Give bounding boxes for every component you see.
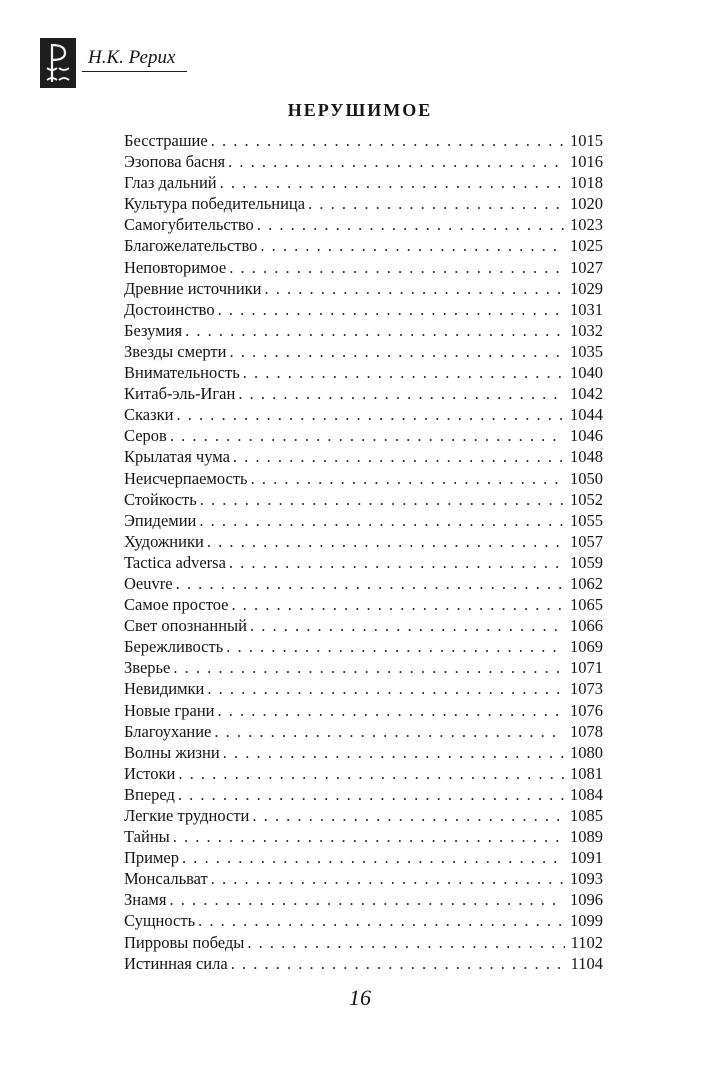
toc-entry-page: 1096: [570, 890, 603, 910]
toc-entry-title: Волны жизни: [124, 742, 220, 762]
dot-leader: [178, 763, 564, 784]
toc-entry-page: 1018: [570, 173, 603, 193]
toc-entry: [124, 130, 603, 151]
dot-leader: [226, 636, 564, 657]
dot-leader: [238, 383, 564, 404]
toc-entry-page: 1042: [570, 384, 603, 404]
dot-leader: [220, 172, 564, 193]
dot-leader: [211, 868, 564, 889]
section-title: НЕРУШИМОЕ: [287, 100, 433, 120]
toc-entry-title: Самогубительство: [124, 215, 254, 235]
dot-leader: [257, 214, 564, 235]
toc-entry-title: Серов: [124, 426, 167, 446]
toc-entry-page: 1065: [570, 595, 603, 615]
toc-entry-title: Безумия: [124, 320, 183, 340]
toc-entry-page: 1099: [570, 911, 603, 931]
dot-leader: [200, 489, 564, 510]
dot-leader: [173, 826, 564, 847]
toc-entry-page: 1093: [570, 869, 603, 889]
toc-entry: [124, 763, 603, 784]
toc-entry-title: Внимательность: [124, 363, 240, 383]
toc-entry-title: Эпидемии: [124, 510, 197, 530]
toc-entry-title: Неисчерпаемость: [124, 468, 248, 488]
toc-entry-title: Эзопова басня: [124, 152, 226, 172]
toc-entry: [124, 489, 603, 510]
toc-entry-title: Tactica adversa: [124, 552, 226, 572]
dot-leader: [207, 678, 564, 699]
toc-entry-page: 1035: [570, 341, 603, 361]
toc-entry: [124, 278, 603, 299]
toc-entry-page: 1102: [570, 932, 603, 952]
toc-entry-page: 1044: [570, 405, 603, 425]
toc-entry-title: Истоки: [124, 763, 176, 783]
toc-entry: [124, 425, 603, 446]
toc-entry: [124, 932, 603, 953]
running-header-author: Н.К. Рерих: [88, 47, 176, 68]
dot-leader: [229, 341, 564, 362]
toc-entry-title: Крылатая чума: [124, 447, 230, 467]
toc-entry-title: Бесстрашие: [124, 131, 208, 150]
dot-leader: [176, 404, 564, 425]
toc-entry-title: Культура победительница: [124, 194, 306, 214]
toc-entry: [124, 341, 603, 362]
dot-leader: [218, 700, 565, 721]
dot-leader: [233, 446, 564, 467]
toc-entry-title: Монсальват: [124, 869, 208, 889]
toc-entry-page: 1062: [570, 573, 603, 593]
toc-entry: [124, 805, 603, 826]
dot-leader: [232, 594, 564, 615]
toc-entry-title: Вперед: [124, 784, 175, 804]
toc-entry-title: Знамя: [124, 890, 167, 910]
toc-entry: [124, 235, 603, 256]
toc-entry-title: Oeuvre: [124, 573, 173, 593]
toc-entry: [124, 257, 603, 278]
toc-entry-page: 1048: [570, 447, 603, 467]
toc-entry: [124, 193, 603, 214]
toc-entry-title: Неповторимое: [124, 257, 227, 277]
toc-entry-page: 1023: [570, 215, 603, 235]
toc-entry-page: 1046: [570, 426, 603, 446]
toc-entry: [124, 594, 603, 615]
dot-leader: [260, 235, 564, 256]
dot-leader: [211, 130, 564, 151]
dot-leader: [250, 615, 564, 636]
dot-leader: [207, 531, 564, 552]
toc-entry-page: 1020: [570, 194, 603, 214]
toc-entry: [124, 826, 603, 847]
dot-leader: [252, 805, 564, 826]
toc-entry-title: Новые грани: [124, 700, 215, 720]
toc-entry-title: Благожелательство: [124, 236, 258, 256]
dot-leader: [228, 151, 564, 172]
toc-entry-title: Благоухание: [124, 721, 212, 741]
toc-entry: [124, 510, 603, 531]
toc-entry: [124, 573, 603, 594]
dot-leader: [199, 510, 564, 531]
toc-entry-title: Китаб-эль-Иган: [124, 384, 236, 404]
toc-entry-title: Художники: [124, 531, 204, 551]
toc-entry-page: 1091: [570, 848, 603, 868]
toc-entry-title: Зверье: [124, 658, 171, 678]
dot-leader: [308, 193, 564, 214]
toc-entry-page: 1104: [570, 953, 603, 973]
toc-entry: [124, 299, 603, 320]
toc-entry-title: Глаз дальний: [124, 173, 217, 193]
toc-entry: [124, 383, 603, 404]
toc-entry: [124, 468, 603, 489]
dot-leader: [185, 320, 564, 341]
publisher-logo-icon: [40, 38, 76, 88]
toc-entry-page: 1027: [570, 257, 603, 277]
dot-leader: [218, 299, 564, 320]
toc-entry: [124, 784, 603, 805]
toc-entry-page: 1057: [570, 531, 603, 551]
toc-entry: [124, 446, 603, 467]
toc-entry: [124, 615, 603, 636]
toc-entry: [124, 721, 603, 742]
dot-leader: [229, 257, 564, 278]
toc-entry: [124, 657, 603, 678]
toc-entry-page: 1052: [570, 489, 603, 509]
toc-entry-page: 1084: [570, 784, 603, 804]
toc-entry-title: Древние источники: [124, 278, 262, 298]
toc-entry-page: 1055: [570, 510, 603, 530]
toc-entry-page: 1015: [570, 131, 603, 150]
dot-leader: [247, 932, 564, 953]
toc-entry-page: 1040: [570, 363, 603, 383]
toc-entry-page: 1032: [570, 320, 603, 340]
toc-entry-page: 1059: [570, 552, 603, 572]
toc-entry: [124, 636, 603, 657]
toc-entry: [124, 404, 603, 425]
toc-entry-page: 1080: [570, 742, 603, 762]
toc-entry-page: 1076: [570, 700, 603, 720]
toc-entry: [124, 700, 603, 721]
page-number: 16: [349, 985, 371, 1010]
toc-entry: [124, 214, 603, 235]
toc-entry: [124, 531, 603, 552]
toc-entry-page: 1050: [570, 468, 603, 488]
toc-entry-page: 1073: [570, 679, 603, 699]
toc-entry-title: Достоинство: [124, 299, 215, 319]
toc-entry-title: Тайны: [124, 827, 170, 847]
toc-entry-title: Невидимки: [124, 679, 205, 699]
toc-entry-page: 1066: [570, 616, 603, 636]
toc-entry: [124, 320, 603, 341]
dot-leader: [178, 784, 564, 805]
dot-leader: [182, 847, 564, 868]
toc-entry: [124, 742, 603, 763]
toc-entry-title: Звезды смерти: [124, 341, 227, 361]
dot-leader: [170, 425, 564, 446]
dot-leader: [231, 953, 565, 974]
dot-leader: [229, 552, 564, 573]
toc-entry: [124, 953, 603, 974]
dot-leader: [176, 573, 564, 594]
toc-entry-title: Пример: [124, 848, 180, 868]
table-of-contents: [124, 130, 603, 974]
dot-leader: [251, 468, 564, 489]
toc-entry-page: 1071: [570, 658, 603, 678]
toc-entry: [124, 889, 603, 910]
toc-entry-title: Сказки: [124, 405, 174, 425]
dot-leader: [169, 889, 564, 910]
toc-entry-title: Сущность: [124, 911, 196, 931]
toc-entry-page: 1085: [570, 806, 603, 825]
toc-entry: [124, 868, 603, 889]
toc-entry-page: 1031: [570, 299, 603, 319]
header-rule: [82, 71, 187, 72]
toc-entry-page: 1016: [570, 152, 603, 172]
toc-entry-title: Свет опознанный: [124, 616, 247, 636]
toc-entry-page: 1078: [570, 721, 603, 741]
toc-entry: [124, 151, 603, 172]
toc-entry-title: Стойкость: [124, 489, 197, 509]
toc-entry: [124, 847, 603, 868]
toc-entry-title: Истинная сила: [124, 953, 228, 973]
toc-entry: [124, 172, 603, 193]
toc-entry: [124, 678, 603, 699]
toc-entry: [124, 552, 603, 573]
toc-entry: [124, 910, 603, 931]
dot-leader: [214, 721, 564, 742]
toc-entry-page: 1081: [570, 763, 603, 783]
toc-entry-title: Легкие трудности: [124, 806, 250, 825]
toc-entry-page: 1025: [570, 236, 603, 256]
toc-entry-page: 1089: [570, 827, 603, 847]
dot-leader: [223, 742, 564, 763]
toc-entry-page: 1029: [570, 278, 603, 298]
dot-leader: [198, 910, 564, 931]
toc-entry-page: 1069: [570, 637, 603, 657]
toc-entry: [124, 362, 603, 383]
toc-entry-title: Бережливость: [124, 637, 224, 657]
toc-entry-title: Самое простое: [124, 595, 229, 615]
dot-leader: [173, 657, 564, 678]
dot-leader: [243, 362, 564, 383]
dot-leader: [265, 278, 564, 299]
toc-entry-title: Пирровы победы: [124, 932, 245, 952]
